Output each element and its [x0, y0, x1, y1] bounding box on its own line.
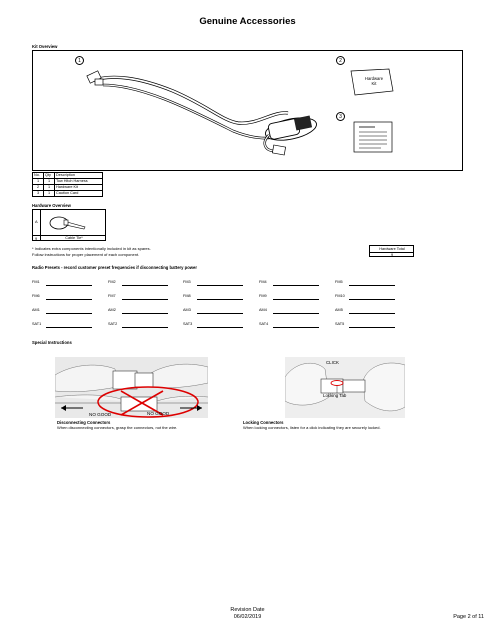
radio-presets-grid — [32, 280, 463, 330]
hardware-overview-heading: Hardware Overview — [32, 203, 71, 208]
kit-overview-box — [32, 50, 463, 171]
radio-preset-field[interactable] — [273, 322, 319, 328]
radio-preset-label: AM3 — [183, 308, 191, 312]
row-description: Hardware Kit — [55, 185, 103, 191]
header-qty: Qty — [44, 173, 55, 179]
radio-preset-field[interactable] — [122, 322, 168, 328]
radio-preset-field[interactable] — [197, 308, 243, 314]
disconnecting-illustration — [55, 357, 208, 418]
radio-preset-field[interactable] — [273, 308, 319, 314]
callout-2: 2 — [336, 56, 345, 65]
radio-preset-label: FM4 — [259, 280, 267, 284]
radio-preset-label: FM6 — [32, 294, 40, 298]
radio-preset-field[interactable] — [197, 280, 243, 286]
radio-preset-field[interactable] — [197, 294, 243, 300]
hardware-overview-box — [32, 209, 106, 241]
placement-note: Follow instructions for proper placement of each component. — [32, 252, 140, 257]
special-instructions-heading: Special Instructions — [32, 340, 72, 345]
hardware-row-b: 9 — [35, 236, 38, 241]
locking-caption-text: When locking connectors, listen for a click indicating they are securely locked. — [243, 425, 381, 430]
radio-preset-label: FM7 — [108, 294, 116, 298]
radio-preset-field[interactable] — [122, 294, 168, 300]
radio-preset-label: FM8 — [183, 294, 191, 298]
radio-preset-label: SAT1 — [32, 322, 42, 326]
radio-preset-label: SAT3 — [183, 322, 193, 326]
row-qty: 1 — [44, 191, 55, 197]
radio-preset-label: SAT5 — [335, 322, 345, 326]
hardware-row-a: A — [35, 219, 38, 224]
revision-date: 06/02/2019 — [233, 614, 262, 620]
radio-preset-label: FM10 — [335, 294, 345, 298]
click-label: CLICK — [326, 360, 339, 365]
cable-tie-label: Cable Tie* — [65, 236, 83, 240]
header-description: Description — [55, 173, 103, 179]
radio-preset-field[interactable] — [122, 280, 168, 286]
parts-table — [32, 172, 103, 197]
radio-preset-label: SAT2 — [108, 322, 118, 326]
radio-preset-label: AM2 — [108, 308, 116, 312]
hardware-kit-label: Hardware Kit — [364, 76, 384, 86]
radio-preset-label: FM3 — [183, 280, 191, 284]
radio-preset-field[interactable] — [349, 294, 395, 300]
row-description: Caution Card — [55, 191, 103, 197]
radio-preset-field[interactable] — [122, 308, 168, 314]
disconnecting-photo — [55, 357, 208, 418]
radio-preset-field[interactable] — [197, 322, 243, 328]
radio-preset-field[interactable] — [273, 280, 319, 286]
tow-harness-illustration — [33, 51, 464, 172]
radio-preset-field[interactable] — [46, 322, 92, 328]
hardware-total-value: 9 — [390, 252, 394, 257]
row-qty: 1 — [44, 185, 55, 191]
radio-preset-field[interactable] — [46, 294, 92, 300]
radio-preset-label: AM5 — [335, 308, 343, 312]
radio-presets-heading: Radio Presets - record customer preset frequencies if disconnecting battery power — [32, 265, 197, 270]
disconnecting-caption-title: Disconnecting Connectors — [57, 420, 111, 425]
locking-photo — [285, 357, 405, 418]
row-no: 1 — [33, 179, 44, 185]
locking-caption-title: Locking Connectors — [243, 420, 284, 425]
row-qty: 1 — [44, 179, 55, 185]
radio-preset-label: FM1 — [32, 280, 40, 284]
radio-preset-label: AM1 — [32, 308, 40, 312]
no-good-label-1: NO GOOD — [89, 412, 112, 417]
radio-preset-field[interactable] — [46, 280, 92, 286]
row-description: Tow Hitch Harness — [55, 179, 103, 185]
radio-preset-label: FM9 — [259, 294, 267, 298]
radio-preset-label: FM5 — [335, 280, 343, 284]
radio-preset-field[interactable] — [273, 294, 319, 300]
radio-preset-label: FM2 — [108, 280, 116, 284]
kit-overview-heading: Kit Overview — [32, 44, 58, 49]
page-title: Genuine Accessories — [199, 16, 296, 27]
callout-1: 1 — [75, 56, 84, 65]
no-good-label-2: NO GOOD — [147, 411, 170, 416]
hardware-total-label: Hardware Total — [379, 246, 405, 251]
radio-preset-field[interactable] — [46, 308, 92, 314]
radio-preset-label: AM4 — [259, 308, 267, 312]
radio-preset-label: SAT4 — [259, 322, 269, 326]
callout-3: 3 — [336, 112, 345, 121]
row-no: 3 — [33, 191, 44, 197]
hardware-total-box — [369, 245, 414, 257]
locking-illustration — [285, 357, 405, 418]
page-number: Page 2 of 11 — [453, 614, 484, 620]
disconnecting-caption-text: When disconnecting connectors, grasp the connectors, not the wire. — [57, 425, 178, 430]
revision-date-label: Revision Date — [230, 607, 265, 613]
table-row — [33, 191, 103, 197]
radio-preset-field[interactable] — [349, 280, 395, 286]
header-no: No. — [33, 173, 44, 179]
row-no: 2 — [33, 185, 44, 191]
locking-tab-label: Locking Tab — [323, 393, 347, 398]
spares-note: * Indicates extra components intentionally included in kit as spares. — [32, 246, 151, 251]
radio-preset-field[interactable] — [349, 308, 395, 314]
radio-preset-field[interactable] — [349, 322, 395, 328]
cable-tie-icon — [47, 214, 87, 232]
